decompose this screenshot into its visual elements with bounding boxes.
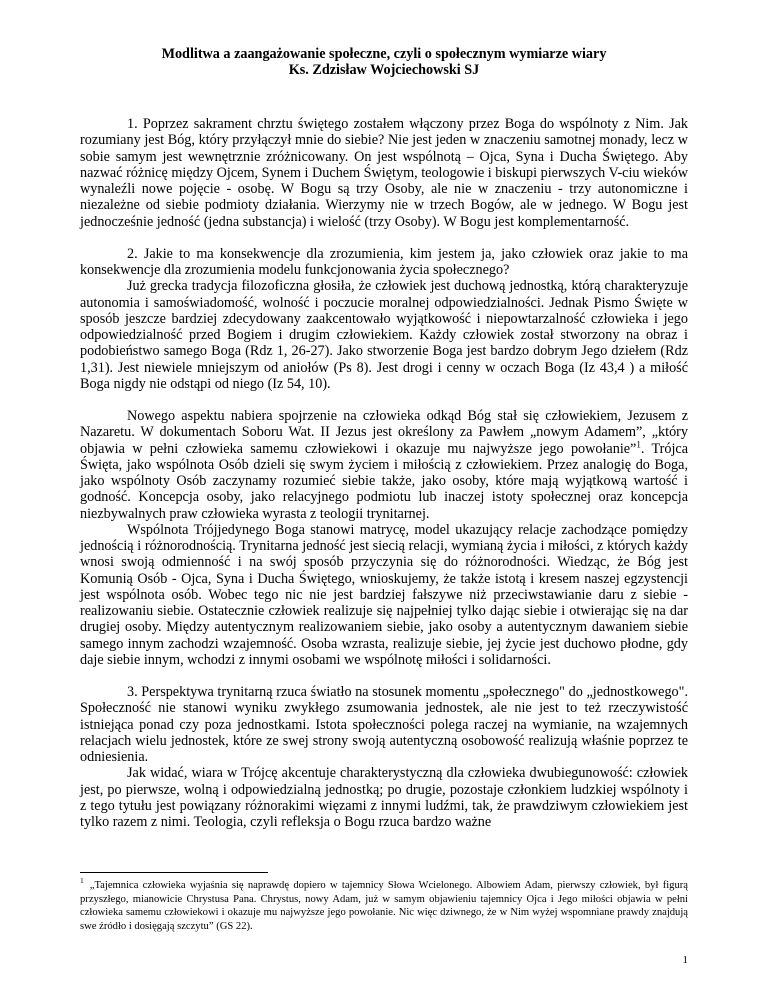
page-number: 1 xyxy=(682,954,688,966)
paragraph-5: Wspólnota Trójjedynego Boga stanowi matrycę, model ukazujący relacje zachodzące pomiędzy jednością i różnorodnością. Trynitarna jedność jest siecią relacji, wymianą życia i miłości, z których każdy wnosi swoją odmienność i na swój sposób przyczynia się do różnorodności. Wiedząc, że Bóg jest Komunią Osób - Ojca, Syna i Ducha Świętego, wnioskujemy, że także istotą i kresem naszej egzystencji jest wspólnota osób. Wobec tego nic nie jest bardziej fałszywe niż przeciwstawianie daru z siebie - realizowaniu siebie. Ostatecznie człowiek realizuje się najpełniej tylko dając siebie i otwierając się na dar drugiej osoby. Między autentycznym realizowaniem siebie, jako osoby a autentycznym dawaniem siebie samego innym zachodzi wzajemność. Osoba wzrasta, realizuje siebie, jej życie jest duchowo płodne, gdy daje siebie innym, wchodzi z innymi osobami we wspólnotę miłości i solidarności. xyxy=(80,521,688,668)
paragraph-2: 2. Jakie to ma konsekwencje dla zrozumienia, kim jestem ja, jako człowiek oraz jakie to ma konsekwencje dla zrozumienia modelu funkcjonowania życia społecznego? xyxy=(80,245,688,278)
paragraph-4-text-b: . Trójca Święta, jako wspólnota Osób dzieli się swym życiem i miłością z człowiekiem. Przez analogię do Boga, jako wspólnoty Osób zaczynamy rozumieć siebie także, jako osoby, które mają wyjątkową wartość i godność. Koncepcja osoby, jako relacyjnego podmiotu lub inaczej istoty społecznej oraz koncepcja niezbywalnych praw człowieka wyrasta z teologii trynitarnej. xyxy=(80,440,688,522)
paragraph-4 xyxy=(80,408,688,522)
paragraph-3: Już grecka tradycja filozoficzna głosiła, że człowiek jest duchową jednostką, którą charakteryzuje autonomia i samoświadomość, wolność i poczucie moralnej odpowiedzialności. Jednak Pismo Święte w sposób jeszcze bardziej zdecydowany zaakcentowało wyjątkowość i niepowtarzalność człowieka i jego odpowiedzialność przed Bogiem i drugim człowiekiem. Każdy człowiek został stworzony na obraz i podobieństwo samego Boga (Rdz 1, 26-27). Jako stworzenie Boga jest bardzo dobrym Jego dziełem (Rdz 1,31). Jest niewiele mniejszym od aniołów (Ps 8). Jest drogi i cenny w oczach Boga (Iz 43,4 ) a miłość Boga nigdy nie odstąpi od niego (Iz 54, 10). xyxy=(80,278,688,392)
paragraph-4-text-a: Nowego aspektu nabiera spojrzenie na człowieka odkąd Bóg stał się człowiekiem, Jezusem z Nazaretu. W dokumentach Soboru Wat. II Jezus jest określony za Pawłem „nowym Adamem”, „który objawia w pełni człowieka samemu człowiekowi i okazuje mu najwyższe jego powołanie” xyxy=(80,408,688,457)
document-title: Modlitwa a zaangażowanie społeczne, czyli o społecznym wymiarze wiary xyxy=(161,46,607,62)
document-header xyxy=(80,46,688,78)
paragraph-1: 1. Poprzez sakrament chrztu świętego zostałem włączony przez Boga do wspólnoty z Nim. Jak rozumiany jest Bóg, który przyłączył mnie do siebie? Nie jest jeden w znaczeniu samotnej monady, lecz w sobie samym jest wewnętrznie zróżnicowany. On jest wspólnotą – Ojca, Syna i Ducha Świętego. Aby nazwać różnicę między Ojcem, Synem i Duchem Świętym, teologowie i biskupi pierwszych V-ciu wieków wynaleźli nowe pojęcie - osobę. W Bogu są trzy Osoby, ale nie w znaczeniu - trzy autonomiczne i niezależne od siebie podmioty działania. Wierzymy nie w trzech Bogów, ale w jednego. W Bogu jest jednocześnie jedność (jedna substancja) i wielość (trzy Osoby). W Bogu jest komplementarność. xyxy=(80,116,688,230)
document-author: Ks. Zdzisław Wojciechowski SJ xyxy=(288,62,480,78)
footnote-text: „Tajemnica człowieka wyjaśnia się naprawdę dopiero w tajemnicy Słowa Wcielonego. Albowiem Adam, pierwszy człowiek, był figurą przyszłego, mianowicie Chrystusa Pana. Chrystus, nowy Adam, już w samym objawieniu tajemnicy Ojca i Jego miłości objawia w pełni człowieka samemu człowiekowi i okazuje mu najwyższe jego powołanie. Nic więc dziwnego, że w Nim wyżej wspomniane prawdy znajdują swe źródło i dosięgają szczytu” (GS 22). xyxy=(80,880,688,932)
footnote-reference[interactable]: 1 xyxy=(636,438,641,449)
document-body xyxy=(80,116,688,830)
footnote-mark: 1 xyxy=(80,876,84,886)
footnote-separator xyxy=(80,872,268,873)
paragraph-7: Jak widać, wiara w Trójcę akcentuje charakterystyczną dla człowieka dwubiegunowość: człowiek jest, po pierwsze, wolną i odpowiedzialną jednostką; po drugie, pozostaje członkiem ludzkiej wspólnoty i z tego tytułu jest powiązany różnorakimi więzami z innymi ludźmi, tak, że prawdziwym człowiekiem jest tylko razem z nimi. Teologia, czyli refleksja o Bogu rzuca bardzo ważne xyxy=(80,765,688,830)
footnote xyxy=(80,876,688,933)
paragraph-6: 3. Perspektywa trynitarną rzuca światło na stosunek momentu „społecznego" do „jednostkowego". Społeczność nie stanowi wyniku zwykłego zsumowania jednostek, ale nie jest to też rzeczywistość istniejąca ponad czy poza jednostkami. Istota społeczności polega raczej na wymianie, na wzajemnych relacjach wielu jednostek, które ze swej strony swoją autentyczną osobowość realizują właśnie poprzez te odniesienia. xyxy=(80,684,688,765)
